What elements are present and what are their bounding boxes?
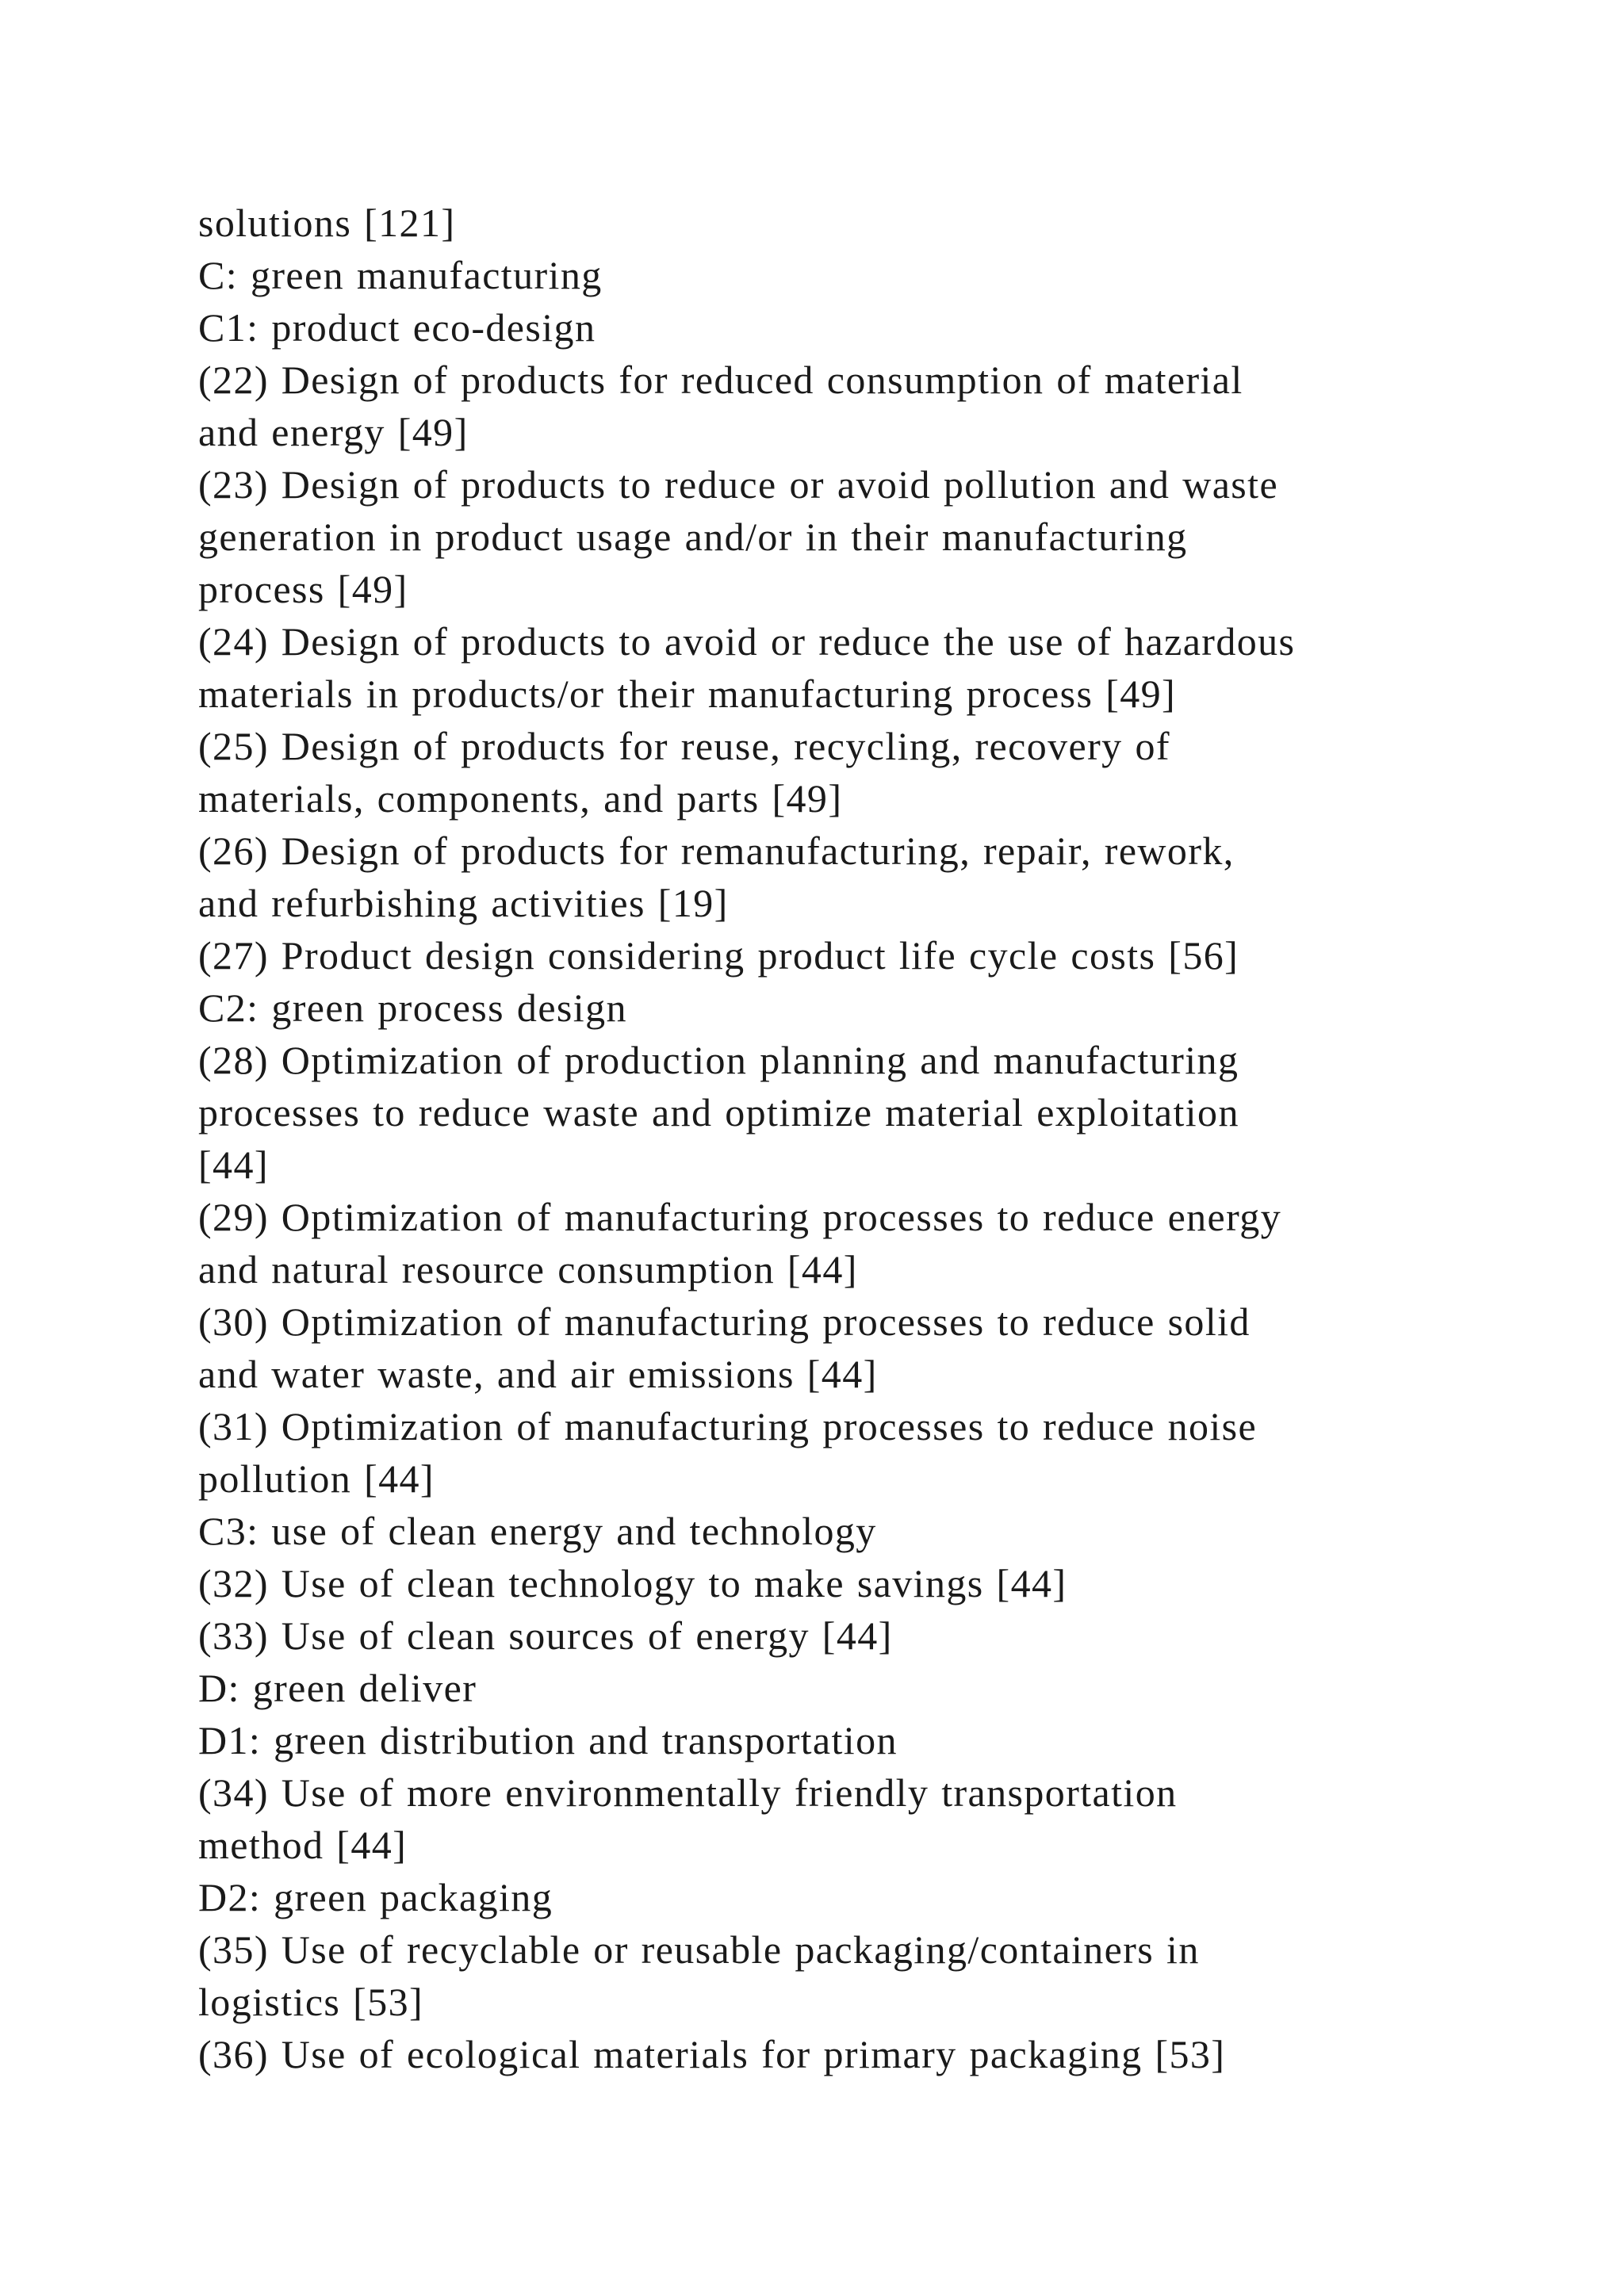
- list-item-36: (36) Use of ecological materials for primary packaging [53]: [198, 2032, 1226, 2076]
- section-heading: D: green deliver: [198, 1666, 477, 1710]
- text-line: method [44]: [198, 1823, 408, 1867]
- subsection-heading: D1: green distribution and transportation: [198, 1718, 898, 1762]
- document-body: [198, 197, 1530, 2080]
- text-line: and water waste, and air emissions [44]: [198, 1352, 878, 1396]
- text-line: [44]: [198, 1142, 269, 1187]
- list-item-22: (22) Design of products for reduced consumption of material: [198, 358, 1243, 402]
- list-item-30: (30) Optimization of manufacturing processes to reduce solid: [198, 1299, 1251, 1344]
- text-line: process [49]: [198, 567, 408, 611]
- list-item-27: (27) Product design considering product life cycle costs [56]: [198, 933, 1239, 978]
- text-line: pollution [44]: [198, 1456, 435, 1501]
- list-item-26: (26) Design of products for remanufacturing, repair, rework,: [198, 828, 1235, 873]
- list-item-33: (33) Use of clean sources of energy [44]: [198, 1613, 893, 1658]
- list-item-29: (29) Optimization of manufacturing processes to reduce energy: [198, 1195, 1282, 1239]
- text-line: and energy [49]: [198, 410, 469, 454]
- text-line: logistics [53]: [198, 1980, 424, 2024]
- text-line: materials, components, and parts [49]: [198, 776, 843, 821]
- list-item-32: (32) Use of clean technology to make savings [44]: [198, 1561, 1067, 1605]
- text-line: and natural resource consumption [44]: [198, 1247, 858, 1292]
- list-item-23: (23) Design of products to reduce or avoid pollution and waste: [198, 462, 1279, 507]
- subsection-heading: D2: green packaging: [198, 1875, 553, 1919]
- subsection-heading: C3: use of clean energy and technology: [198, 1509, 877, 1553]
- list-item-35: (35) Use of recyclable or reusable packaging/containers in: [198, 1927, 1200, 1972]
- list-item-31: (31) Optimization of manufacturing processes to reduce noise: [198, 1404, 1258, 1448]
- text-line: solutions [121]: [198, 201, 456, 245]
- text-line: materials in products/or their manufacturing process [49]: [198, 672, 1177, 716]
- text-line: generation in product usage and/or in their manufacturing: [198, 515, 1188, 559]
- text-line: processes to reduce waste and optimize material exploitation: [198, 1090, 1239, 1135]
- list-item-34: (34) Use of more environmentally friendly transportation: [198, 1770, 1178, 1815]
- text-line: and refurbishing activities [19]: [198, 881, 729, 925]
- list-item-24: (24) Design of products to avoid or reduce the use of hazardous: [198, 619, 1296, 664]
- list-item-25: (25) Design of products for reuse, recycling, recovery of: [198, 724, 1170, 768]
- list-item-28: (28) Optimization of production planning and manufacturing: [198, 1038, 1239, 1082]
- subsection-heading: C2: green process design: [198, 985, 627, 1030]
- subsection-heading: C1: product eco-design: [198, 305, 596, 350]
- section-heading: C: green manufacturing: [198, 253, 603, 297]
